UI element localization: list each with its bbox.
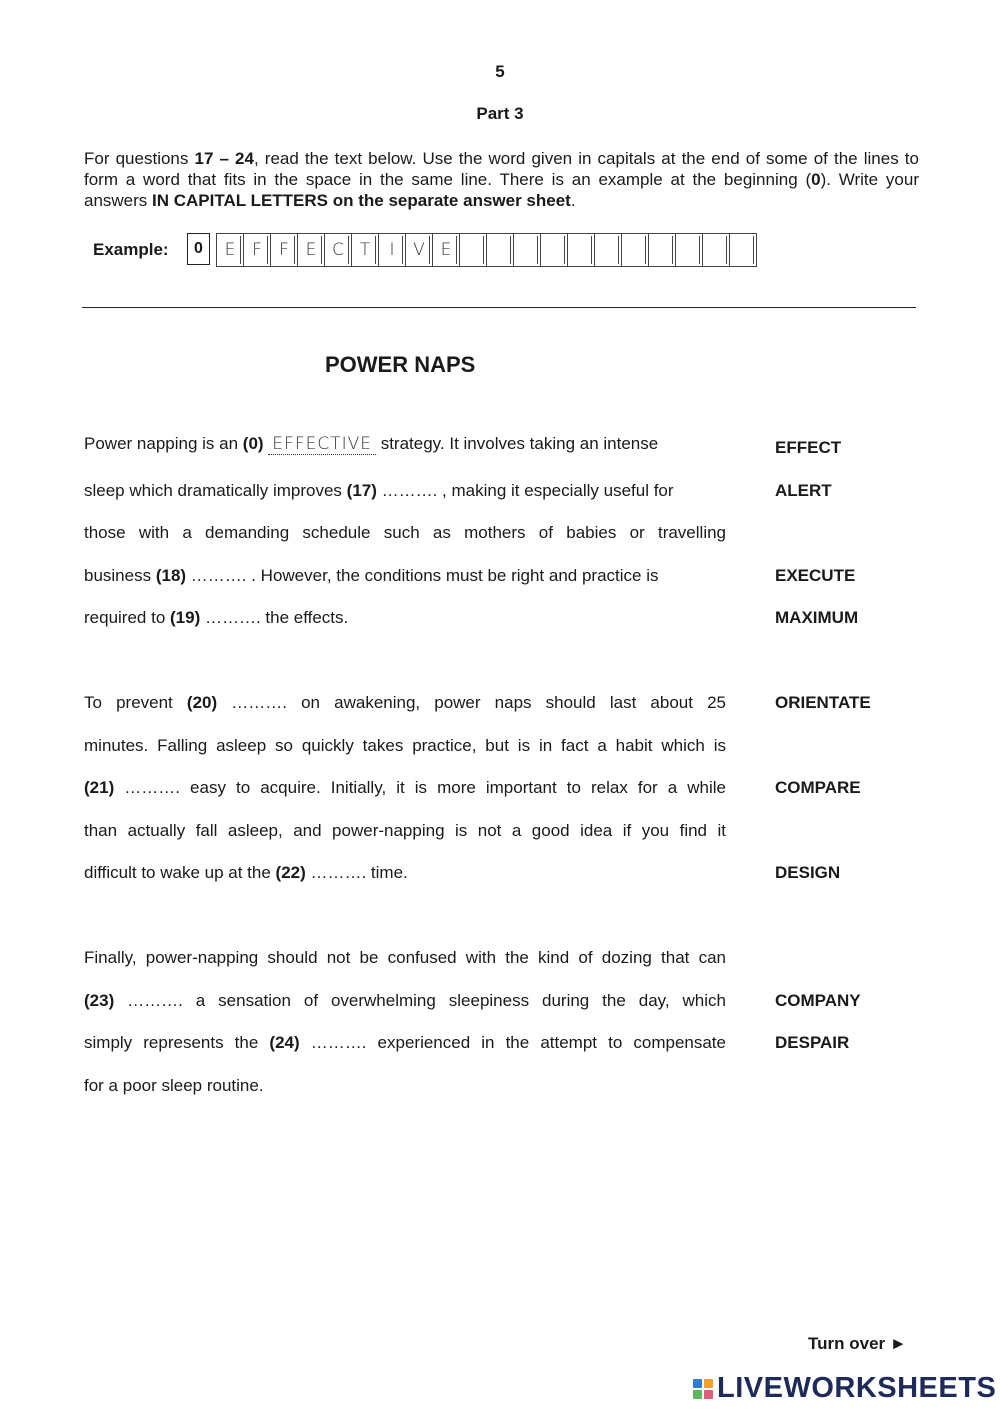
text-line: Finally, power-napping should not be confused with the kind of dozing that can [84,948,726,967]
example-letter-box [729,233,757,267]
divider [82,307,916,308]
keyword-despair: DESPAIR [775,1033,850,1052]
keyword-alert: ALERT [775,481,832,500]
logo-square [704,1390,713,1399]
example-letter-box: F [243,233,271,267]
text-line: simply represents the (24) ………. experienced in the attempt to compensate [84,1033,726,1052]
keyword-maximum: MAXIMUM [775,608,859,627]
example-letter-box [459,233,487,267]
logo-grid-icon [693,1379,713,1399]
part-title: Part 3 [476,104,524,123]
text-title: POWER NAPS [325,352,476,377]
text-line: sleep which dramatically improves (17) ………. , making it especially useful for [84,481,674,500]
keyword-compare: COMPARE [775,778,861,797]
keyword-design: DESIGN [775,863,841,882]
example-letter-box [567,233,595,267]
gap-22: (22) [275,863,306,882]
example-letter-box [594,233,622,267]
example-letter-box: E [297,233,325,267]
text-line: (21) ………. easy to acquire. Initially, it is more important to relax for a while [84,778,726,797]
text-line: difficult to wake up at the (22) ………. time. [84,863,408,882]
keyword-orientate: ORIENTATE [775,693,871,712]
logo-text: LIVEWORKSHEETS [717,1372,997,1404]
liveworksheets-logo[interactable] [693,1372,996,1405]
text-line: Power napping is an (0) EFFECTIVE strategy. It involves taking an intense [84,434,659,454]
example-letter-box [540,233,568,267]
text-line: minutes. Falling asleep so quickly takes practice, but is in fact a habit which is [84,736,726,755]
logo-square [693,1379,702,1388]
text-line: than actually fall asleep, and power-napping is not a good idea if you find it [84,821,726,840]
keyword-execute: EXECUTE [775,566,856,585]
example-answer-boxes [217,233,757,267]
gap-24: (24) [269,1033,300,1052]
example-letter-box [513,233,541,267]
text-line: To prevent (20) ………. on awakening, power naps should last about 25 [84,693,727,712]
text-line: those with a demanding schedule such as mothers of babies or travelling [84,523,726,542]
example-number-box: 0 [187,233,210,265]
instructions: For questions 17 – 24, read the text below. Use the word given in capitals at the end of some of the lines to form a word that fits in the space in the same line. There is an example at the beginning (0). Write your answers IN CAPITAL LETTERS on the separate answer sheet. [84,149,919,210]
page-number: 5 [495,62,505,81]
logo-square [693,1390,702,1399]
example-letter-box: I [378,233,406,267]
example-letter-box [486,233,514,267]
keyword-company: COMPANY [775,991,861,1010]
example-label: Example: [93,240,169,259]
gap-18: (18) [155,566,187,585]
logo-square [704,1379,713,1388]
gap-23: (23) [84,991,115,1010]
keyword-effect: EFFECT [775,438,842,457]
gap-21: (21) [84,778,115,797]
example-letter-box: F [270,233,298,267]
example-letter-box: C [324,233,352,267]
example-letter-box: V [405,233,433,267]
example-letter-box: T [351,233,379,267]
example-letter-box [648,233,676,267]
turn-over: Turn over ► [808,1334,907,1353]
example-letter-box: E [216,233,244,267]
example-letter-box [702,233,730,267]
example-letter-box [675,233,703,267]
text-line: for a poor sleep routine. [84,1076,264,1095]
example-letter-box: E [432,233,460,267]
gap-17: (17) [346,481,377,500]
gap-20: (20) [186,693,218,712]
gap-19: (19) [170,608,201,627]
text-line: business (18) ………. . However, the conditions must be right and practice is [84,566,659,585]
example-letter-box [621,233,649,267]
example-answer: EFFECTIVE [268,434,376,455]
text-line: (23) ………. a sensation of overwhelming sleepiness during the day, which [84,991,726,1010]
text-line: required to (19) ………. the effects. [84,608,349,627]
